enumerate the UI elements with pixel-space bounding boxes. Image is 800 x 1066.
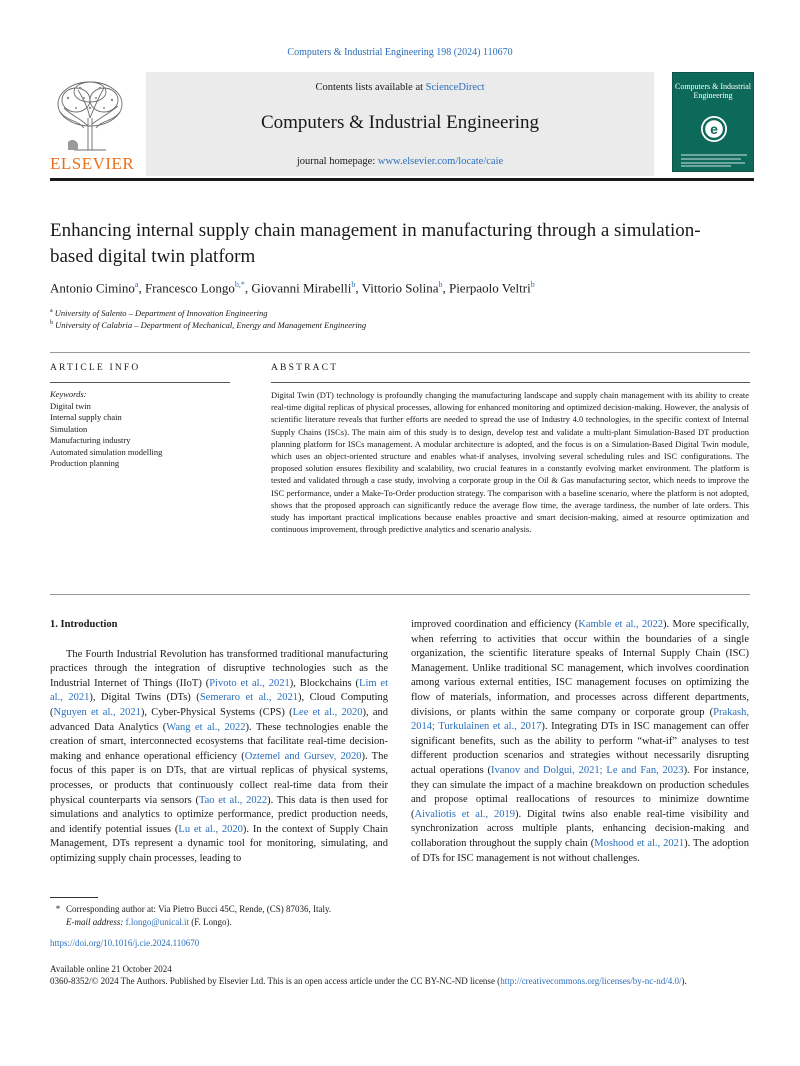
body-column-left — [50, 618, 388, 867]
elsevier-logo[interactable] — [50, 72, 135, 176]
article-info-rule — [50, 382, 230, 383]
citation-link[interactable]: Semeraro et al., 2021 — [199, 692, 298, 704]
citation-link[interactable]: Prakash, 2014; Turkulainen et al., 2017 — [411, 706, 749, 733]
author-1-affil-link[interactable]: a — [134, 280, 139, 289]
body-text: improved coordination and efficiency ( — [411, 619, 579, 630]
body-text: ), Cloud Computing ( — [50, 692, 389, 718]
keyword: Simulation — [50, 423, 88, 434]
email-suffix: (F. Longo). — [188, 917, 232, 927]
journal-cover[interactable] — [672, 72, 754, 172]
masthead — [50, 72, 754, 176]
author-separator: , — [355, 280, 362, 296]
author-5: Pierpaolo Veltri — [448, 280, 531, 296]
body-text: ), and advanced Data Analytics ( — [50, 706, 388, 733]
footnote — [50, 903, 750, 929]
author-separator: , — [138, 280, 145, 296]
author-separator: , — [442, 280, 449, 296]
citation-link[interactable]: Moshood et al., 2021 — [594, 837, 685, 849]
license-link[interactable]: http://creativecommons.org/licenses/by-nc-nd/4.0/ — [500, 976, 682, 986]
journal-title: Computers & Industrial Engineering — [260, 112, 540, 133]
homepage-prefix: journal homepage: — [296, 156, 378, 167]
affiliation-mark: a — [50, 308, 53, 315]
cover-e-logo-icon — [700, 115, 728, 143]
publication-info — [50, 963, 750, 987]
affiliation-text: University of Salento – Department of Innovation Engineering — [54, 308, 268, 318]
citation-link[interactable]: Nguyen et al., 2021 — [53, 706, 141, 718]
footnote-rule — [50, 897, 98, 898]
citation-link[interactable]: Tao et al., 2022 — [198, 794, 268, 806]
body-text: ). Integrating DTs in ISC management can offer significant benefits, such as the ability to perform “what-if” analyses to test different production scenarios and strategies without necessarily disrupting actual operations ( — [411, 721, 749, 776]
citation-link[interactable]: Lim et al., 2021 — [50, 677, 388, 704]
cover-logo-letter: e — [710, 121, 718, 137]
affiliation-mark: b — [50, 320, 53, 327]
section-heading-introduction: 1. Introduction — [50, 619, 118, 630]
license-suffix: ). — [681, 976, 687, 986]
body-column-right — [411, 618, 749, 866]
journal-banner — [146, 72, 654, 176]
body-text: ). The adoption of DTs for ISC management is not without challenges. — [411, 837, 749, 864]
author-2: Francesco Longo — [144, 280, 235, 296]
author-4: Vittorio Solina — [361, 280, 439, 296]
body-text: ), Cyber-Physical Systems (CPS) ( — [140, 706, 293, 718]
author-separator: , — [244, 280, 252, 296]
article-title: Enhancing internal supply chain management in manufacturing through a simulation-based digital twin platform — [50, 220, 701, 267]
author-3-affil-link[interactable]: b — [351, 280, 356, 289]
body-text: ). In the context of Supply Chain Management, DTs represent a dynamic tool for monitoring, simulating, and optimizing supply chain processes, leading to — [50, 823, 388, 864]
keywords-block — [50, 389, 250, 470]
homepage-line — [146, 156, 654, 167]
keyword: Digital twin — [50, 400, 91, 411]
abstract-label: ABSTRACT — [271, 363, 339, 373]
author-2-affil-link[interactable]: b,* — [234, 280, 245, 289]
citation-link[interactable]: Aivaliotis et al., 2019 — [414, 808, 515, 820]
citation-link[interactable]: Lee et al., 2020 — [292, 706, 363, 718]
available-online: Available online 21 October 2024 — [50, 964, 172, 974]
publisher-name: ELSEVIER — [50, 154, 135, 173]
doi-link[interactable]: https://doi.org/10.1016/j.cie.2024.110670 — [50, 938, 200, 948]
author-5-affil-link[interactable]: b — [530, 280, 535, 289]
cover-title: Computers & Industrial Engineering — [675, 82, 751, 100]
affiliation-a — [50, 308, 268, 318]
license-line — [50, 975, 750, 987]
corresponding-author-text: Corresponding author at: Via Pietro Bucci 45C, Rende, (CS) 87036, Italy. — [66, 904, 332, 914]
email-label: E-mail address: — [66, 917, 126, 927]
citation-link[interactable]: Ivanov and Dolgui, 2021; Le and Fan, 2023 — [491, 764, 684, 776]
header-divider — [50, 352, 750, 353]
keyword: Manufacturing industry — [50, 435, 131, 445]
citation-link[interactable]: Wang et al., 2022 — [166, 721, 246, 733]
running-head[interactable]: Computers & Industrial Engineering 198 (2024) 110670 — [287, 47, 513, 58]
citation-link[interactable]: Oztemel and Gursev, 2020 — [244, 750, 362, 762]
body-text: The Fourth Industrial Revolution has transformed traditional manufacturing practices through the integration of disruptive technologies such as the Industrial Internet of Things (IIoT) ( — [50, 648, 388, 689]
body-text: ). These technologies enable the creation of smart, interconnected ecosystems that facilitate real-time decision-making and enhance operational efficiency ( — [50, 721, 388, 762]
keyword: Production planning — [50, 458, 120, 468]
abstract-rule — [271, 382, 750, 383]
contents-line — [146, 82, 654, 93]
intro-paragraph-left — [50, 648, 388, 867]
affiliation-text: University of Calabria – Department of Mechanical, Energy and Management Engineering — [55, 320, 367, 330]
author-1: Antonio Cimino — [50, 280, 135, 296]
masthead-rule — [50, 178, 754, 181]
body-text: ). More specifically, when referring to activities that occur within the boundaries of a single organization, the scientific literature speaks of Internal Supply Chain (ISC) Management. Unlike traditional SC management, which involves coordination among various external entities, ISC management focuses on optimizing the flow of materials, information, and processes across different departments, divisions, or plants within the same company or corporate group ( — [411, 619, 750, 718]
author-3: Giovanni Mirabelli — [251, 280, 352, 296]
keywords-label: Keywords: — [50, 389, 87, 399]
citation-link[interactable]: Pivoto et al., 2021 — [209, 677, 290, 689]
author-list — [50, 280, 750, 296]
body-text: ), Digital Twins (DTs) ( — [89, 692, 200, 704]
body-text: ). Digital twins also enable real-time visibility and synchronization across multiple plants, enhancing decision-making and collaboration throughout the supply chain ( — [411, 808, 749, 849]
sciencedirect-link[interactable]: ScienceDirect — [425, 82, 485, 93]
journal-homepage-link[interactable]: www.elsevier.com/locate/caie — [377, 156, 504, 167]
keyword: Automated simulation modelling — [50, 446, 163, 457]
body-text: ), Blockchains ( — [289, 677, 360, 689]
elsevier-tree-icon — [54, 78, 126, 152]
intro-paragraph-right — [411, 618, 749, 866]
body-text: ). The focus of this paper is on DTs, that are virtual replicas of physical systems, processes, or products that continuously collect real-time data from their physical counterparts via sensors ( — [50, 750, 388, 806]
license-prefix: 0360-8352/© 2024 The Authors. Published by Elsevier Ltd. This is an open access article under the CC BY-NC-ND license ( — [50, 976, 501, 986]
cover-text-lines-icon — [681, 153, 747, 167]
body-text: ). For instance, they can simulate the impact of a machine breakdown on production schedules and propose optimal reallocations of resources to minimize downtime ( — [411, 764, 749, 820]
email-link[interactable]: f.longo@unical.it — [125, 917, 189, 927]
footnote-mark: * — [55, 904, 61, 914]
affiliation-b — [50, 320, 366, 330]
abstract-bottom-rule — [50, 594, 750, 595]
keyword: Internal supply chain — [50, 412, 122, 422]
body-text: ). This data is then used for simulations and analytics to optimize performance, predict production needs, and identify potential issues ( — [50, 794, 388, 835]
contents-prefix: Contents lists available at — [315, 82, 426, 93]
abstract-text: Digital Twin (DT) technology is profoundly changing the manufacturing landscape and supply chain management with its ability to create real-time digital replicas of physical processes, allowing for enhanced monitoring and optimized decision-making. However, the analysis of scientific literature reveals that further efforts are needed to spread the use of Industry 4.0 technologies, in the specific context of Internal Supply Chains (ISCs). The main aim of this study is to design, develop test and validate a multi-plant Simulation-Based DT production planning platform for ISCs management. A modular architecture is adopted, and the focus is on a Simulation-Based Digital Twin module, which uses an object-oriented structure and enables what-if analyses, involving several scheduling rules and ISC configurations. The proposed solution ensures flexibility and scalability, two crucial features in a constantly evolving market environment. The platform is tested and validated through a case study, involving a corporate group in the Oil & Gas manufacturing sector, which needs to improve the ISC performance, under a Make-To-Order production strategy. The comparison with a baseline scenario, where the platform is not adopted, shows that the proposed approach can significantly reduce the average flow time, the average tardiness, the number of late orders. This study has important practical implications because enables proactive and smart decision-making, aimed at resource optimization and continuous improvement, through predictive analytics and scenario analysis. — [271, 390, 749, 535]
author-4-affil-link[interactable]: b — [438, 280, 443, 289]
citation-link[interactable]: Kamble et al., 2022 — [578, 619, 664, 630]
citation-link[interactable]: Lu et al., 2020 — [178, 823, 243, 835]
article-info-label: ARTICLE INFO — [50, 363, 141, 373]
